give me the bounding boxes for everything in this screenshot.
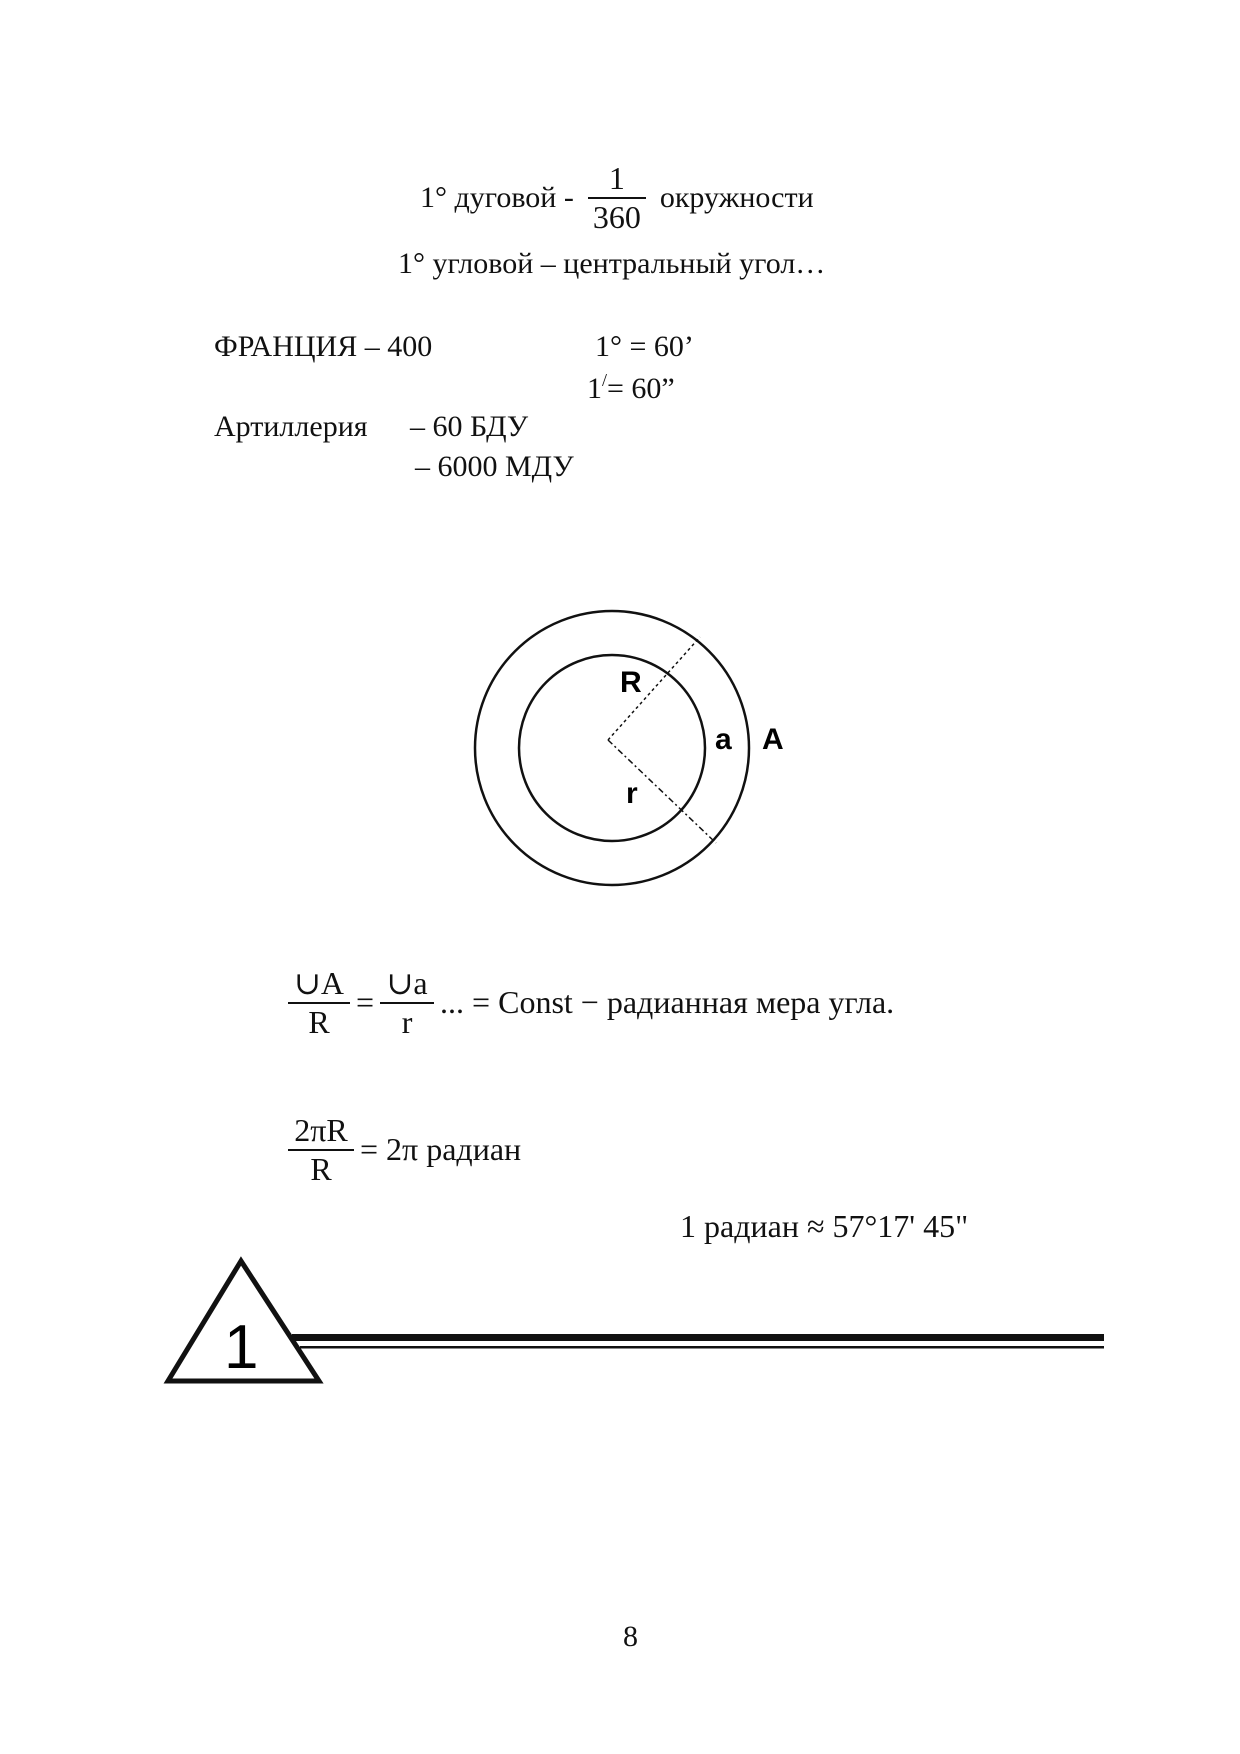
minute-base: 1 [587,372,602,405]
arc-degree-prefix: 1° дуговой - [420,180,574,214]
section-number: 1 [224,1313,259,1382]
divider-thick-line [292,1334,1104,1341]
definition-angle-degree: 1° угловой – центральный угол… [398,247,826,280]
radius-R: R [310,1150,332,1187]
radius-R: R [308,1003,330,1040]
label-r: r [626,777,638,810]
divider-thin-line [300,1346,1104,1349]
label-A: A [762,723,784,756]
degree-equals-minutes: 1° = 60’ [595,330,694,363]
fraction-numerator: 1 [608,160,625,196]
page-number: 8 [623,1620,638,1653]
two-pi-R: 2πR [294,1112,348,1148]
label-R: R [620,666,642,699]
minute-prime: / [602,370,608,390]
minute-eq: = 60” [607,372,675,405]
radius-r: r [401,1003,413,1040]
france-units: ФРАНЦИЯ – 400 [214,330,433,363]
arc-A: ∪A [294,965,344,1001]
arc-degree-suffix: окружности [659,180,814,214]
arc-a: ∪a [386,965,428,1001]
artillery-bdu: – 60 БДУ [410,410,529,443]
fraction-denominator: 360 [592,198,641,235]
formula-tail: ... = Const − радианная мера угла. [440,984,895,1021]
label-a: a [715,723,732,756]
artillery-mdu: – 6000 МДУ [415,450,574,483]
artillery-label: Артиллерия [214,410,368,443]
radian-in-degrees: 1 радиан ≈ 57°17' 45" [680,1208,969,1244]
formula-tail: = 2π радиан [360,1131,522,1168]
equals-sign: = [356,984,375,1021]
